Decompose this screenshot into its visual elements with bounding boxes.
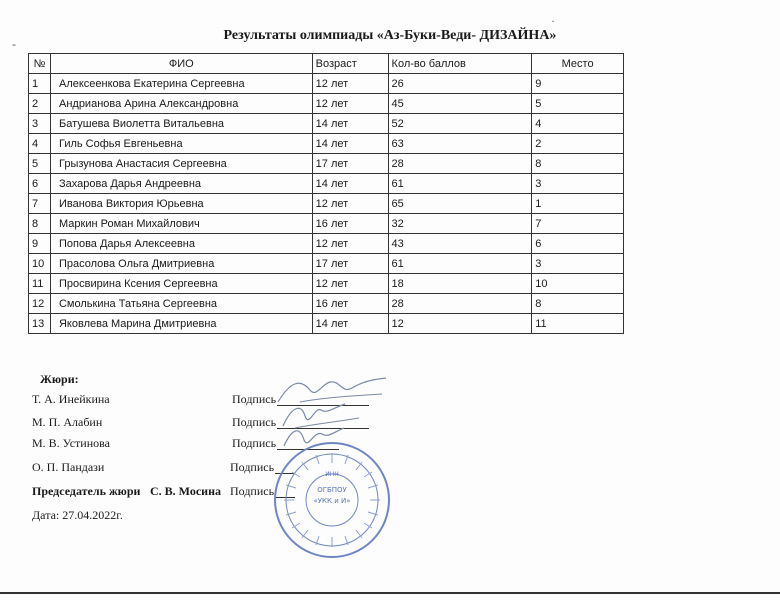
row-number: 5 [29, 154, 51, 174]
row-age: 12 лет [312, 74, 388, 94]
row-place: 2 [532, 134, 624, 154]
header-age: Возраст [312, 54, 388, 74]
row-age: 17 лет [312, 154, 388, 174]
row-score: 28 [388, 154, 532, 174]
row-fio: Гиль Софья Евгеньевна [50, 134, 312, 154]
row-number: 9 [29, 234, 51, 254]
jury-member-name: М. В. Устинова [32, 436, 110, 450]
signature-label: Подпись [232, 436, 277, 450]
chair-name: С. В. Мосина [150, 484, 221, 498]
scan-dot: · [551, 14, 555, 28]
row-number: 8 [29, 214, 51, 234]
row-age: 12 лет [312, 274, 388, 294]
row-fio: Захарова Дарья Андреевна [50, 174, 312, 194]
row-number: 2 [29, 94, 51, 114]
header-fio: ФИО [50, 54, 312, 74]
row-age: 12 лет [312, 194, 388, 214]
row-fio: Попова Дарья Алексеевна [50, 234, 312, 254]
row-score: 28 [388, 294, 532, 314]
document-title: Результаты олимпиады «Аз-Буки-Веди- ДИЗАЙНА» [223, 28, 557, 43]
row-fio: Яковлева Марина Дмитриевна [50, 314, 312, 334]
row-age: 12 лет [312, 234, 388, 254]
row-place: 10 [532, 274, 624, 294]
row-score: 52 [388, 114, 532, 134]
row-age: 14 лет [312, 114, 388, 134]
row-number: 13 [29, 314, 51, 334]
row-score: 45 [388, 94, 532, 114]
row-fio: Андрианова Арина Александровна [50, 94, 312, 114]
row-place: 4 [532, 114, 624, 134]
jury-member-name: М. П. Алабин [32, 415, 103, 429]
stamp-org: ОГБПОУ [317, 486, 347, 494]
row-number: 7 [29, 194, 51, 214]
scan-dot: - [12, 37, 16, 51]
row-age: 14 лет [312, 314, 388, 334]
row-place: 3 [532, 254, 624, 274]
row-age: 12 лет [312, 94, 388, 114]
row-age: 14 лет [312, 174, 388, 194]
row-place: 11 [532, 314, 624, 334]
row-age: 16 лет [312, 214, 388, 234]
header-place: Место [532, 54, 624, 74]
row-age: 16 лет [312, 294, 388, 314]
row-fio: Иванова Виктория Юрьевна [50, 194, 312, 214]
row-number: 1 [29, 74, 51, 94]
chair-label: Председатель жюри [32, 484, 141, 498]
header-score: Кол-во баллов [388, 54, 532, 74]
row-score: 65 [388, 194, 532, 214]
signature-label: Подпись [232, 415, 277, 429]
jury-section: Жюри: Т. А. Инейкина Подпись М. П. Алабин Подпись М. В. Устинова Подпись О. П. Пандази Подпись Председатель жюри С. В. Мосина Подпись Дата: 27.04.2022г. ОГБПОУ «УКК и И» ИНН [0, 0, 780, 600]
jury-member-name: О. П. Пандази [32, 460, 105, 474]
row-place: 1 [532, 194, 624, 214]
row-place: 8 [532, 154, 624, 174]
row-score: 43 [388, 234, 532, 254]
jury-heading: Жюри: [40, 372, 79, 386]
row-score: 61 [388, 254, 532, 274]
row-place: 5 [532, 94, 624, 114]
row-age: 14 лет [312, 134, 388, 154]
row-number: 3 [29, 114, 51, 134]
row-place: 7 [532, 214, 624, 234]
page-edge [0, 592, 780, 594]
row-score: 18 [388, 274, 532, 294]
row-score: 61 [388, 174, 532, 194]
signature-label: Подпись [230, 460, 275, 474]
row-place: 6 [532, 234, 624, 254]
row-fio: Прасолова Ольга Дмитриевна [50, 254, 312, 274]
jury-member-name: Т. А. Инейкина [32, 392, 110, 406]
row-fio: Просвирина Ксения Сергеевна [50, 274, 312, 294]
row-number: 10 [29, 254, 51, 274]
row-fio: Маркин Роман Михайлович [50, 214, 312, 234]
row-number: 6 [29, 174, 51, 194]
row-place: 3 [532, 174, 624, 194]
row-fio: Грызунова Анастасия Сергеевна [50, 154, 312, 174]
signature-label: Подпись [230, 484, 275, 498]
row-fio: Алексеенкова Екатерина Сергеевна [50, 74, 312, 94]
stamp-inn: ИНН [325, 471, 339, 478]
row-score: 63 [388, 134, 532, 154]
row-score: 32 [388, 214, 532, 234]
header-number: № [29, 54, 51, 74]
row-age: 17 лет [312, 254, 388, 274]
organization-stamp-image [272, 440, 392, 560]
row-number: 12 [29, 294, 51, 314]
row-place: 8 [532, 294, 624, 314]
row-number: 11 [29, 274, 51, 294]
row-place: 9 [532, 74, 624, 94]
stamp-center: «УКК и И» [313, 497, 351, 505]
row-fio: Батушева Виолетта Витальевна [50, 114, 312, 134]
row-fio: Смолькина Татьяна Сергеевна [50, 294, 312, 314]
row-number: 4 [29, 134, 51, 154]
signature-label: Подпись [232, 392, 277, 406]
row-score: 12 [388, 314, 532, 334]
row-score: 26 [388, 74, 532, 94]
